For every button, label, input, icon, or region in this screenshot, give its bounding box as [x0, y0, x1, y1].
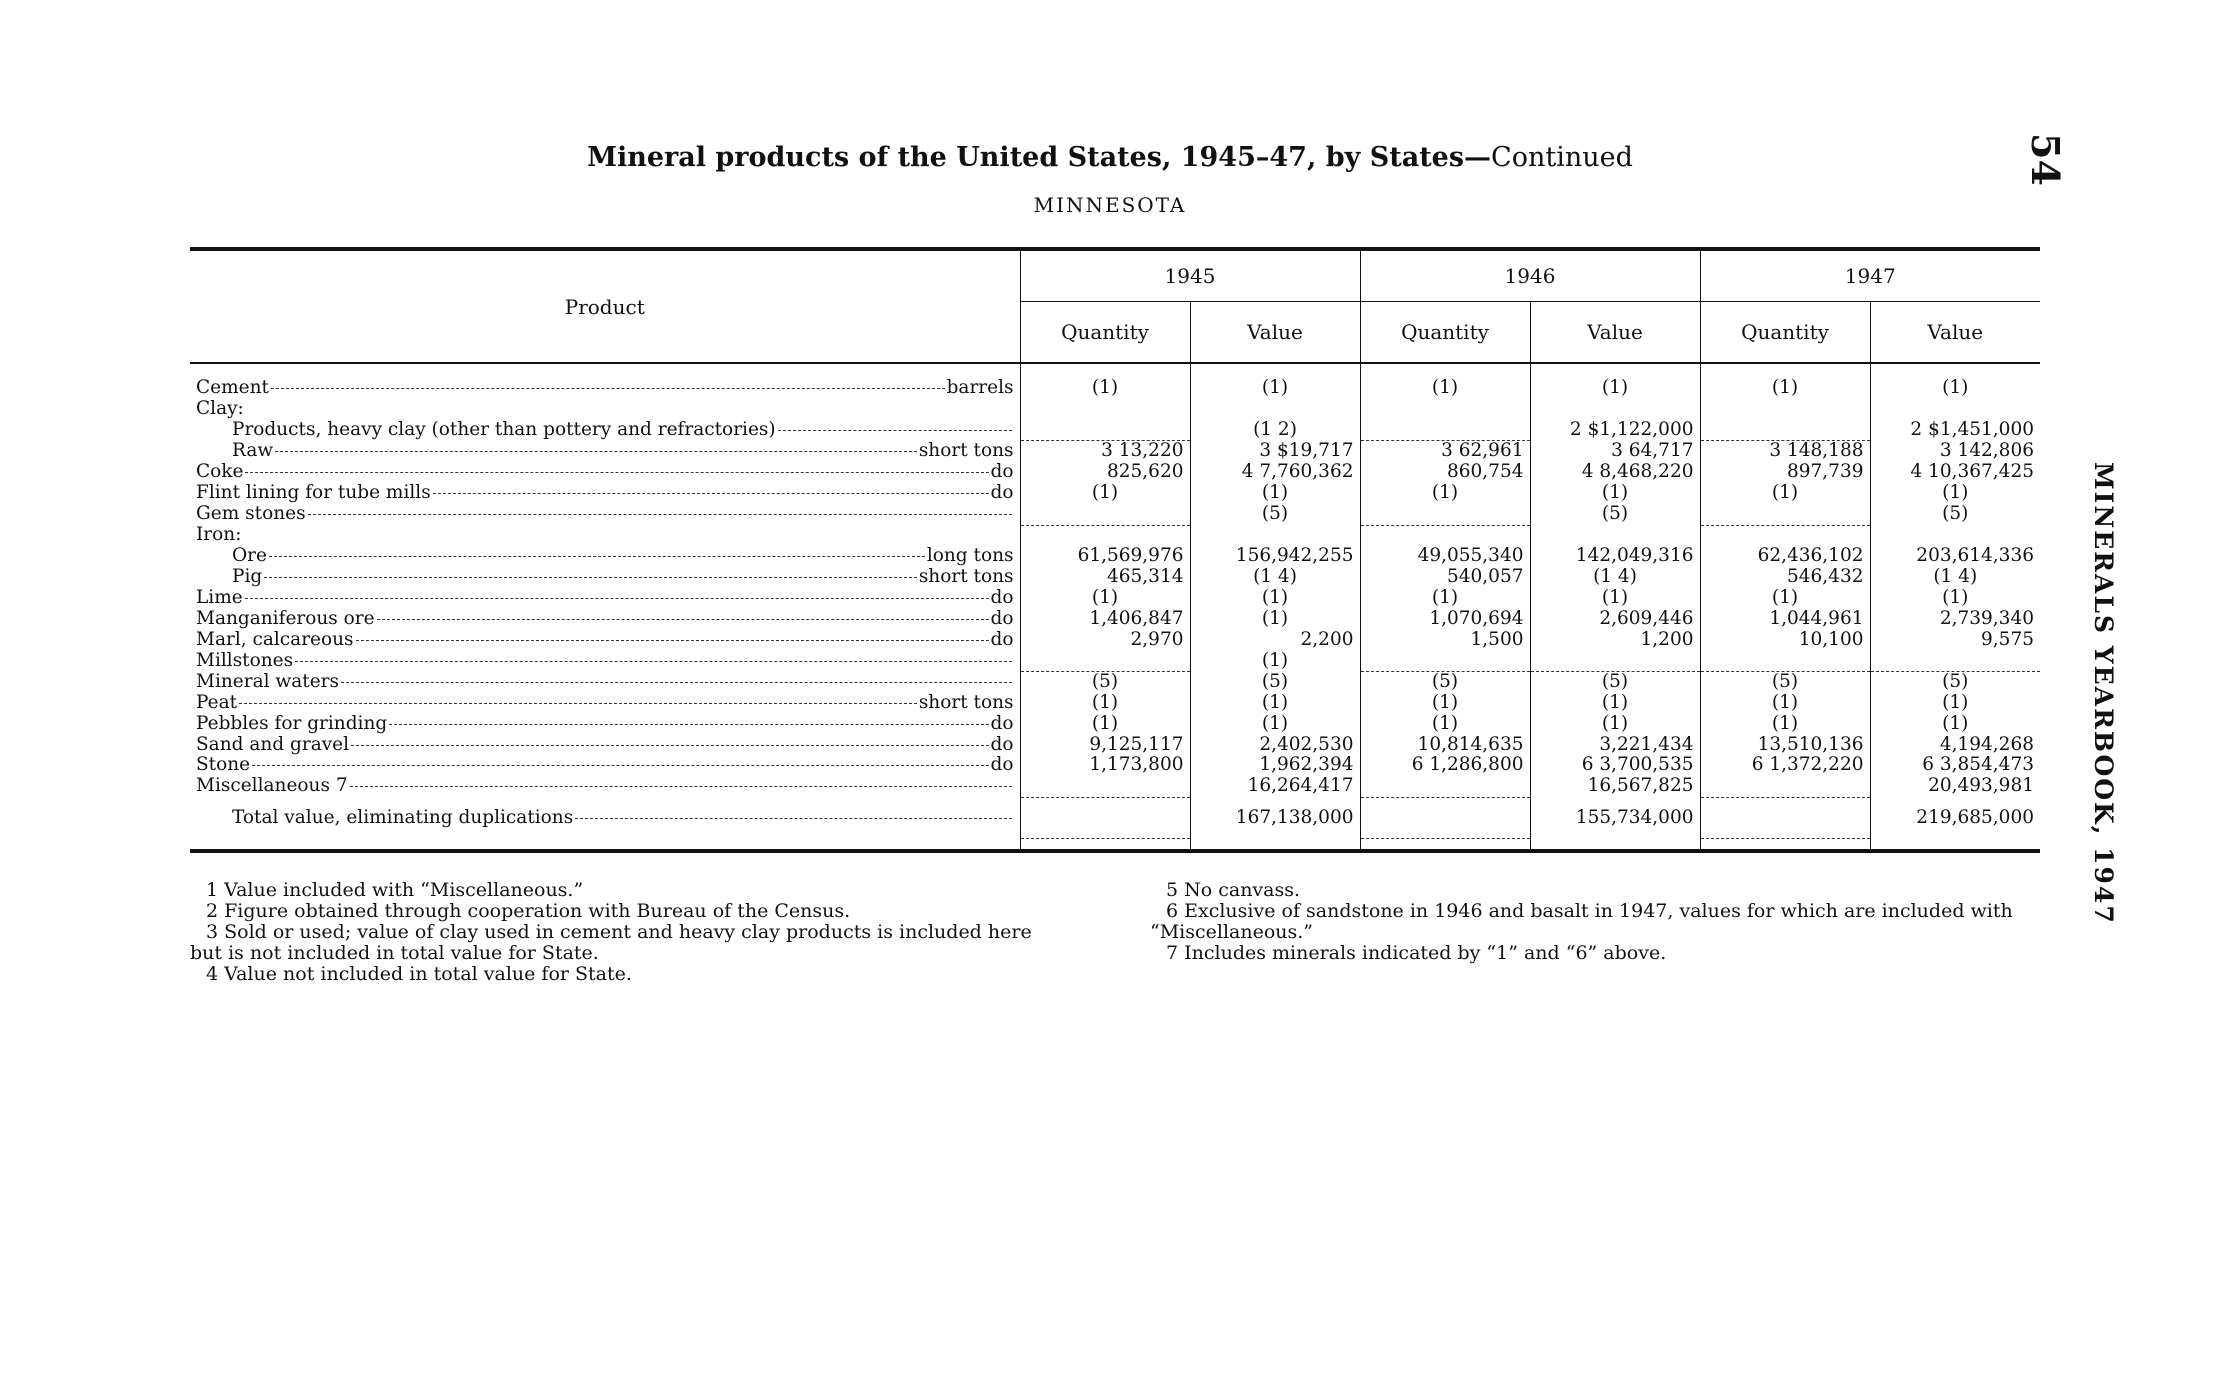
unit-label: short tons — [918, 440, 1014, 462]
quantity-cell: 546,432 — [1700, 567, 1870, 588]
product-header: Product — [190, 249, 1020, 363]
quantity-cell — [1020, 525, 1190, 546]
footnote: 3 Sold or used; value of clay used in cement and heavy clay products is included here — [206, 921, 1032, 943]
quantity-cell: (1) — [1360, 693, 1530, 714]
product-cell — [190, 546, 1020, 567]
unit-label: do — [990, 629, 1014, 650]
product-label: Products, heavy clay (other than pottery and refractories) — [232, 419, 776, 440]
quantity-cell — [1700, 776, 1870, 797]
table-row — [190, 525, 2040, 546]
quantity-cell: 10,814,635 — [1360, 735, 1530, 756]
total-value-cell: 155,734,000 — [1530, 797, 1700, 838]
quantity-cell: (1) — [1360, 483, 1530, 504]
quantity-cell: 3 62,961 — [1360, 441, 1530, 462]
total-label-cell — [190, 797, 1020, 838]
table-row — [190, 546, 2040, 567]
quantity-cell: (1) — [1700, 693, 1870, 714]
quantity-header: Quantity — [1700, 302, 1870, 364]
quantity-cell — [1360, 797, 1530, 838]
value-cell: (5) — [1190, 672, 1360, 693]
quantity-cell: (1) — [1360, 378, 1530, 399]
quantity-cell: (5) — [1700, 672, 1870, 693]
footnote: 2 Figure obtained through cooperation with Bureau of the Census. — [206, 900, 851, 922]
table-row — [190, 630, 2040, 651]
value-cell: 2 $1,122,000 — [1530, 420, 1700, 441]
quantity-header: Quantity — [1360, 302, 1530, 364]
table-row — [190, 399, 2040, 420]
quantity-cell: (1) — [1700, 714, 1870, 735]
value-cell: 1,200 — [1530, 630, 1700, 651]
quantity-cell: 6 1,372,220 — [1700, 755, 1870, 776]
product-label: Pebbles for grinding — [196, 713, 388, 734]
table-row — [190, 672, 2040, 693]
quantity-cell: (1) — [1020, 693, 1190, 714]
leader-dots — [575, 818, 1011, 819]
footnote: “Miscellaneous.” — [1150, 921, 1314, 943]
product-cell — [190, 630, 1020, 651]
product-cell — [190, 693, 1020, 714]
quantity-cell: 10,100 — [1700, 630, 1870, 651]
value-cell: 2 $1,451,000 — [1870, 420, 2040, 441]
quantity-cell — [1360, 776, 1530, 797]
leader-dots — [778, 430, 1012, 431]
table-row — [190, 776, 2040, 797]
footnote: 6 Exclusive of sandstone in 1946 and basalt in 1947, values for which are included with — [1166, 900, 2013, 922]
product-cell — [190, 714, 1020, 735]
product-label: Marl, calcareous — [196, 629, 354, 650]
product-label: Manganiferous ore — [196, 608, 375, 629]
value-header: Value — [1530, 302, 1700, 364]
value-cell: (5) — [1870, 672, 2040, 693]
quantity-cell — [1360, 399, 1530, 420]
product-label: Miscellaneous 7 — [196, 776, 348, 797]
quantity-cell: 465,314 — [1020, 567, 1190, 588]
table-row — [190, 378, 2040, 399]
product-cell — [190, 755, 1020, 776]
quantity-cell: (1) — [1360, 588, 1530, 609]
value-cell: (1) — [1190, 483, 1360, 504]
year-header: 1945 — [1020, 249, 1360, 302]
quantity-cell: 3 13,220 — [1020, 441, 1190, 462]
value-cell: 2,402,530 — [1190, 735, 1360, 756]
product-label: Gem stones — [196, 503, 306, 525]
value-cell — [1870, 650, 2040, 671]
product-label: Clay: — [196, 398, 244, 419]
value-cell: (1) — [1190, 693, 1360, 714]
table-row — [190, 735, 2040, 756]
product-cell — [190, 735, 1020, 756]
quantity-cell: 897,739 — [1700, 462, 1870, 483]
quantity-cell — [1020, 399, 1190, 420]
value-cell: (1) — [1190, 588, 1360, 609]
table-row — [190, 462, 2040, 483]
footnote: but is not included in total value for State. — [190, 942, 599, 964]
quantity-cell: 49,055,340 — [1360, 546, 1530, 567]
product-cell — [190, 504, 1020, 525]
quantity-cell: (1) — [1700, 378, 1870, 399]
running-head: MINERALS YEARBOOK, 1947 — [2089, 462, 2118, 925]
table-row — [190, 714, 2040, 735]
product-cell — [190, 588, 1020, 609]
leader-dots — [356, 640, 989, 641]
quantity-cell: 1,044,961 — [1700, 609, 1870, 630]
value-cell: 156,942,255 — [1190, 546, 1360, 567]
product-label: Ore — [232, 546, 267, 567]
leader-dots — [245, 598, 989, 599]
value-cell: (1) — [1870, 693, 2040, 714]
unit-label: do — [990, 755, 1014, 776]
value-cell: (1 4) — [1530, 567, 1700, 588]
value-header: Value — [1870, 302, 2040, 364]
quantity-cell: 62,436,102 — [1700, 546, 1870, 567]
value-cell — [1190, 399, 1360, 420]
value-cell: (1) — [1870, 714, 2040, 735]
leader-dots — [252, 765, 988, 766]
quantity-cell: 1,406,847 — [1020, 609, 1190, 630]
value-cell: (1 4) — [1190, 567, 1360, 588]
leader-dots — [295, 661, 1011, 662]
total-label: Total value, eliminating duplications — [232, 806, 574, 828]
product-label: Peat — [196, 692, 238, 713]
unit-label: short tons — [918, 567, 1014, 588]
value-cell: 2,609,446 — [1530, 609, 1700, 630]
value-cell: (1) — [1190, 609, 1360, 630]
total-row — [190, 797, 2040, 838]
unit-label: do — [990, 587, 1014, 608]
leader-dots — [264, 577, 917, 578]
value-cell: 3 142,806 — [1870, 441, 2040, 462]
quantity-cell: (1) — [1360, 714, 1530, 735]
unit-label: do — [990, 713, 1014, 734]
table-row — [190, 483, 2040, 504]
value-cell — [1530, 650, 1700, 671]
value-cell: 6 3,700,535 — [1530, 755, 1700, 776]
value-cell: 4 10,367,425 — [1870, 462, 2040, 483]
value-cell: 16,264,417 — [1190, 776, 1360, 797]
leader-dots — [271, 388, 945, 389]
value-cell: (5) — [1530, 672, 1700, 693]
table-row — [190, 609, 2040, 630]
value-cell: 2,739,340 — [1870, 609, 2040, 630]
product-cell — [190, 378, 1020, 399]
product-cell — [190, 776, 1020, 797]
leader-dots — [269, 556, 925, 557]
minerals-table — [190, 247, 2040, 853]
product-label: Mineral waters — [196, 671, 339, 692]
table-row — [190, 441, 2040, 462]
unit-label: short tons — [918, 692, 1014, 713]
value-cell: 2,200 — [1190, 630, 1360, 651]
product-cell — [190, 609, 1020, 630]
value-cell — [1870, 399, 2040, 420]
quantity-cell: 1,500 — [1360, 630, 1530, 651]
value-cell: (1 4) — [1870, 567, 2040, 588]
quantity-cell: 825,620 — [1020, 462, 1190, 483]
footnote: 1 Value included with “Miscellaneous.” — [206, 879, 584, 901]
unit-label: long tons — [926, 546, 1014, 567]
table-row — [190, 755, 2040, 776]
table-title — [190, 142, 2030, 173]
year-header: 1947 — [1700, 249, 2040, 302]
product-label: Stone — [196, 755, 251, 776]
footnote: 7 Includes minerals indicated by “1” and “6” above. — [1166, 942, 1667, 964]
value-cell: 4 8,468,220 — [1530, 462, 1700, 483]
quantity-cell: 1,173,800 — [1020, 755, 1190, 776]
quantity-cell — [1360, 650, 1530, 671]
quantity-cell: 540,057 — [1360, 567, 1530, 588]
unit-label: do — [990, 608, 1014, 629]
value-cell: 9,575 — [1870, 630, 2040, 651]
value-cell — [1190, 525, 1360, 546]
table-title-continued: Continued — [1491, 142, 1633, 173]
value-cell: 4 7,760,362 — [1190, 462, 1360, 483]
product-label: Flint lining for tube mills — [196, 482, 431, 503]
value-cell: (1) — [1530, 483, 1700, 504]
value-cell: 16,567,825 — [1530, 776, 1700, 797]
quantity-cell — [1700, 399, 1870, 420]
product-cell — [190, 483, 1020, 504]
table-row — [190, 567, 2040, 588]
product-label: Lime — [196, 587, 243, 608]
value-cell: (1) — [1190, 714, 1360, 735]
quantity-cell: 860,754 — [1360, 462, 1530, 483]
footnote: 5 No canvass. — [1166, 879, 1301, 901]
value-cell: 142,049,316 — [1530, 546, 1700, 567]
quantity-cell — [1360, 420, 1530, 441]
product-label: Millstones — [196, 650, 294, 671]
value-cell: (5) — [1530, 504, 1700, 525]
page-number: 54 — [2023, 133, 2068, 186]
value-cell: (1) — [1870, 483, 2040, 504]
value-cell — [1870, 525, 2040, 546]
table-row — [190, 693, 2040, 714]
value-cell: 203,614,336 — [1870, 546, 2040, 567]
value-cell: 3 64,717 — [1530, 441, 1700, 462]
leader-dots — [275, 451, 917, 452]
value-cell: 3,221,434 — [1530, 735, 1700, 756]
quantity-cell — [1360, 525, 1530, 546]
product-label: Coke — [196, 462, 244, 483]
product-cell — [190, 567, 1020, 588]
table-row — [190, 588, 2040, 609]
unit-label: do — [990, 734, 1014, 755]
value-cell: 20,493,981 — [1870, 776, 2040, 797]
quantity-cell: (1) — [1020, 588, 1190, 609]
value-cell: 6 3,854,473 — [1870, 755, 2040, 776]
quantity-cell: 13,510,136 — [1700, 735, 1870, 756]
footnotes-right — [1150, 880, 2050, 964]
leader-dots — [239, 703, 917, 704]
year-header: 1946 — [1360, 249, 1700, 302]
quantity-cell: (1) — [1020, 714, 1190, 735]
quantity-cell — [1700, 525, 1870, 546]
product-cell — [190, 441, 1020, 462]
quantity-cell — [1020, 776, 1190, 797]
leader-dots — [350, 786, 1012, 787]
value-cell — [1530, 399, 1700, 420]
quantity-cell — [1700, 650, 1870, 671]
product-label: Raw — [232, 440, 274, 462]
quantity-cell: (1) — [1020, 483, 1190, 504]
leader-dots — [245, 472, 988, 473]
value-cell: (1) — [1530, 588, 1700, 609]
quantity-cell: (5) — [1020, 672, 1190, 693]
quantity-cell: (5) — [1360, 672, 1530, 693]
value-cell: (1) — [1190, 650, 1360, 671]
table-row — [190, 504, 2040, 525]
table-bottom-rule — [190, 838, 2040, 851]
leader-dots — [377, 619, 989, 620]
leader-dots — [389, 724, 988, 725]
value-cell: 1,962,394 — [1190, 755, 1360, 776]
leader-dots — [308, 514, 1012, 515]
quantity-cell — [1700, 420, 1870, 441]
leader-dots — [341, 682, 1012, 683]
quantity-cell — [1360, 504, 1530, 525]
product-label: Pig — [232, 567, 263, 588]
quantity-cell: 3 148,188 — [1700, 441, 1870, 462]
table-row — [190, 650, 2040, 671]
quantity-cell: (1) — [1700, 588, 1870, 609]
value-cell: (1) — [1530, 714, 1700, 735]
value-cell: (1) — [1870, 588, 2040, 609]
value-cell: (1) — [1530, 378, 1700, 399]
product-cell — [190, 672, 1020, 693]
quantity-cell: (1) — [1700, 483, 1870, 504]
total-value-cell: 167,138,000 — [1190, 797, 1360, 838]
value-cell: (1 2) — [1190, 420, 1360, 441]
footnote: 4 Value not included in total value for State. — [206, 963, 632, 985]
quantity-cell — [1020, 504, 1190, 525]
value-cell: (1) — [1190, 378, 1360, 399]
quantity-header: Quantity — [1020, 302, 1190, 364]
quantity-cell: 2,970 — [1020, 630, 1190, 651]
quantity-cell: 6 1,286,800 — [1360, 755, 1530, 776]
product-cell — [190, 650, 1020, 671]
table-title-main: Mineral products of the United States, 1945–47, by States— — [587, 142, 1492, 173]
state-name: MINNESOTA — [1033, 193, 1187, 217]
quantity-cell: (1) — [1020, 378, 1190, 399]
product-label: Cement — [196, 378, 269, 398]
product-label: Iron: — [196, 525, 242, 546]
value-cell: (5) — [1190, 504, 1360, 525]
leader-dots — [433, 493, 989, 494]
value-cell — [1530, 525, 1700, 546]
value-cell: (5) — [1870, 504, 2040, 525]
product-cell — [190, 420, 1020, 441]
product-cell — [190, 525, 1020, 546]
unit-label: barrels — [946, 378, 1014, 398]
value-cell: 3 $19,717 — [1190, 441, 1360, 462]
value-header: Value — [1190, 302, 1360, 364]
product-cell — [190, 399, 1020, 420]
product-label: Sand and gravel — [196, 734, 350, 755]
quantity-cell — [1700, 797, 1870, 838]
total-value-cell: 219,685,000 — [1870, 797, 2040, 838]
value-cell: 4,194,268 — [1870, 735, 2040, 756]
footnotes-left — [190, 880, 1130, 985]
quantity-cell — [1700, 504, 1870, 525]
quantity-cell — [1020, 420, 1190, 441]
value-cell: (1) — [1530, 693, 1700, 714]
quantity-cell — [1020, 797, 1190, 838]
leader-dots — [351, 745, 988, 746]
unit-label: do — [990, 482, 1014, 503]
quantity-cell: 61,569,976 — [1020, 546, 1190, 567]
quantity-cell: 1,070,694 — [1360, 609, 1530, 630]
quantity-cell — [1020, 650, 1190, 671]
unit-label: do — [990, 462, 1014, 483]
table-row — [190, 420, 2040, 441]
product-cell — [190, 462, 1020, 483]
quantity-cell: 9,125,117 — [1020, 735, 1190, 756]
value-cell: (1) — [1870, 378, 2040, 399]
